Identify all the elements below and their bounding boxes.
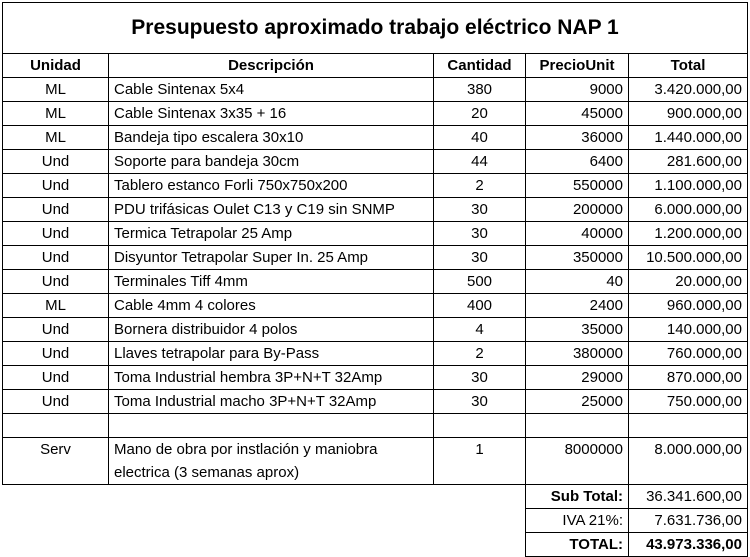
- table-row: [3, 246, 748, 270]
- empty-cell: [629, 414, 748, 438]
- total-row: [3, 533, 748, 557]
- cell-precio: 45000: [526, 102, 629, 126]
- cell-descripcion: Bornera distribuidor 4 polos: [109, 318, 434, 342]
- header-row: [3, 54, 748, 78]
- header-total: Total: [629, 54, 748, 78]
- cell-precio: 40000: [526, 222, 629, 246]
- cell-unidad: ML: [3, 126, 109, 150]
- cell-unidad: Und: [3, 246, 109, 270]
- cell-cantidad: 30: [434, 246, 526, 270]
- table-row: [3, 342, 748, 366]
- cell-descripcion: Cable 4mm 4 colores: [109, 294, 434, 318]
- cell-precio: 6400: [526, 150, 629, 174]
- cell-descripcion: Soporte para bandeja 30cm: [109, 150, 434, 174]
- cell-cantidad: 500: [434, 270, 526, 294]
- summary-spacer: [3, 485, 526, 509]
- cell-precio: 25000: [526, 390, 629, 414]
- cell-cantidad: 20: [434, 102, 526, 126]
- cell-descripcion: Mano de obra por instlación y maniobra: [109, 438, 434, 462]
- cell-unidad: Und: [3, 270, 109, 294]
- cell-cantidad: 44: [434, 150, 526, 174]
- total-value: 43.973.336,00: [629, 533, 748, 557]
- subtotal-label: Sub Total:: [526, 485, 629, 509]
- table-row: [3, 270, 748, 294]
- cell-total: 1.440.000,00: [629, 126, 748, 150]
- cell-descripcion: Bandeja tipo escalera 30x10: [109, 126, 434, 150]
- empty-cell: [3, 414, 109, 438]
- empty-cell: [434, 414, 526, 438]
- cell-total: 3.420.000,00: [629, 78, 748, 102]
- cell-cantidad: 380: [434, 78, 526, 102]
- cell-precio: 8000000: [526, 438, 629, 462]
- service-row-continued: [3, 461, 748, 485]
- iva-label: IVA 21%:: [526, 509, 629, 533]
- cell-unidad: Und: [3, 174, 109, 198]
- cell-total: 960.000,00: [629, 294, 748, 318]
- cell-cantidad: 40: [434, 126, 526, 150]
- cell-descripcion: Terminales Tiff 4mm: [109, 270, 434, 294]
- cell-unidad: Und: [3, 150, 109, 174]
- table-row: [3, 102, 748, 126]
- cell-total: 140.000,00: [629, 318, 748, 342]
- cell-unidad: Und: [3, 318, 109, 342]
- cell-unidad: Und: [3, 366, 109, 390]
- header-cantidad: Cantidad: [434, 54, 526, 78]
- cell-total: 1.200.000,00: [629, 222, 748, 246]
- cell-cantidad: 4: [434, 318, 526, 342]
- subtotal-value: 36.341.600,00: [629, 485, 748, 509]
- cell-total: 870.000,00: [629, 366, 748, 390]
- cell-total: 10.500.000,00: [629, 246, 748, 270]
- cell-total-empty: [629, 461, 748, 485]
- service-row: [3, 438, 748, 462]
- table-row: [3, 198, 748, 222]
- cell-total: 8.000.000,00: [629, 438, 748, 462]
- cell-descripcion: Disyuntor Tetrapolar Super In. 25 Amp: [109, 246, 434, 270]
- header-unidad: Unidad: [3, 54, 109, 78]
- iva-value: 7.631.736,00: [629, 509, 748, 533]
- cell-precio: 200000: [526, 198, 629, 222]
- cell-cantidad: 30: [434, 198, 526, 222]
- cell-cantidad: 400: [434, 294, 526, 318]
- cell-total: 281.600,00: [629, 150, 748, 174]
- cell-descripcion: Llaves tetrapolar para By-Pass: [109, 342, 434, 366]
- cell-total: 1.100.000,00: [629, 174, 748, 198]
- cell-total: 900.000,00: [629, 102, 748, 126]
- table-row: [3, 390, 748, 414]
- summary-spacer: [3, 509, 526, 533]
- cell-precio: 9000: [526, 78, 629, 102]
- table-row: [3, 222, 748, 246]
- cell-descripcion: Cable Sintenax 3x35 + 16: [109, 102, 434, 126]
- budget-table: [2, 2, 748, 557]
- cell-cantidad: 30: [434, 390, 526, 414]
- total-label: TOTAL:: [526, 533, 629, 557]
- cell-precio: 36000: [526, 126, 629, 150]
- cell-precio: 380000: [526, 342, 629, 366]
- table-row: [3, 294, 748, 318]
- cell-descripcion: Cable Sintenax 5x4: [109, 78, 434, 102]
- table-row: [3, 78, 748, 102]
- summary-spacer: [3, 533, 526, 557]
- cell-cantidad: 30: [434, 366, 526, 390]
- cell-precio: 35000: [526, 318, 629, 342]
- cell-unidad: Und: [3, 198, 109, 222]
- cell-total: 20.000,00: [629, 270, 748, 294]
- cell-total: 750.000,00: [629, 390, 748, 414]
- cell-unidad: ML: [3, 102, 109, 126]
- page-title: Presupuesto aproximado trabajo eléctrico NAP 1: [3, 3, 748, 54]
- table-row: [3, 366, 748, 390]
- cell-cantidad: 30: [434, 222, 526, 246]
- empty-row: [3, 414, 748, 438]
- cell-descripcion: Toma Industrial hembra 3P+N+T 32Amp: [109, 366, 434, 390]
- cell-descripcion-continued: electrica (3 semanas aprox): [109, 461, 434, 485]
- cell-cantidad: 2: [434, 342, 526, 366]
- empty-cell: [109, 414, 434, 438]
- subtotal-row: [3, 485, 748, 509]
- cell-unidad: Und: [3, 222, 109, 246]
- header-descripcion: Descripción: [109, 54, 434, 78]
- cell-cantidad: 1: [434, 438, 526, 462]
- table-row: [3, 150, 748, 174]
- cell-precio: 29000: [526, 366, 629, 390]
- empty-cell: [526, 414, 629, 438]
- table-row: [3, 174, 748, 198]
- cell-unidad-empty: [3, 461, 109, 485]
- cell-unidad: Und: [3, 342, 109, 366]
- cell-unidad: Und: [3, 390, 109, 414]
- header-precio: PrecioUnit: [526, 54, 629, 78]
- table-row: [3, 126, 748, 150]
- cell-unidad: Serv: [3, 438, 109, 462]
- cell-descripcion: Toma Industrial macho 3P+N+T 32Amp: [109, 390, 434, 414]
- table-row: [3, 318, 748, 342]
- cell-precio: 350000: [526, 246, 629, 270]
- cell-precio: 550000: [526, 174, 629, 198]
- iva-row: [3, 509, 748, 533]
- cell-cantidad: 2: [434, 174, 526, 198]
- title-row: [3, 3, 748, 54]
- cell-unidad: ML: [3, 294, 109, 318]
- cell-descripcion: PDU trifásicas Oulet C13 y C19 sin SNMP: [109, 198, 434, 222]
- cell-precio: 2400: [526, 294, 629, 318]
- cell-total: 760.000,00: [629, 342, 748, 366]
- cell-descripcion: Termica Tetrapolar 25 Amp: [109, 222, 434, 246]
- cell-descripcion: Tablero estanco Forli 750x750x200: [109, 174, 434, 198]
- cell-unidad: ML: [3, 78, 109, 102]
- cell-total: 6.000.000,00: [629, 198, 748, 222]
- cell-cantidad-empty: [434, 461, 526, 485]
- cell-precio: 40: [526, 270, 629, 294]
- cell-precio-empty: [526, 461, 629, 485]
